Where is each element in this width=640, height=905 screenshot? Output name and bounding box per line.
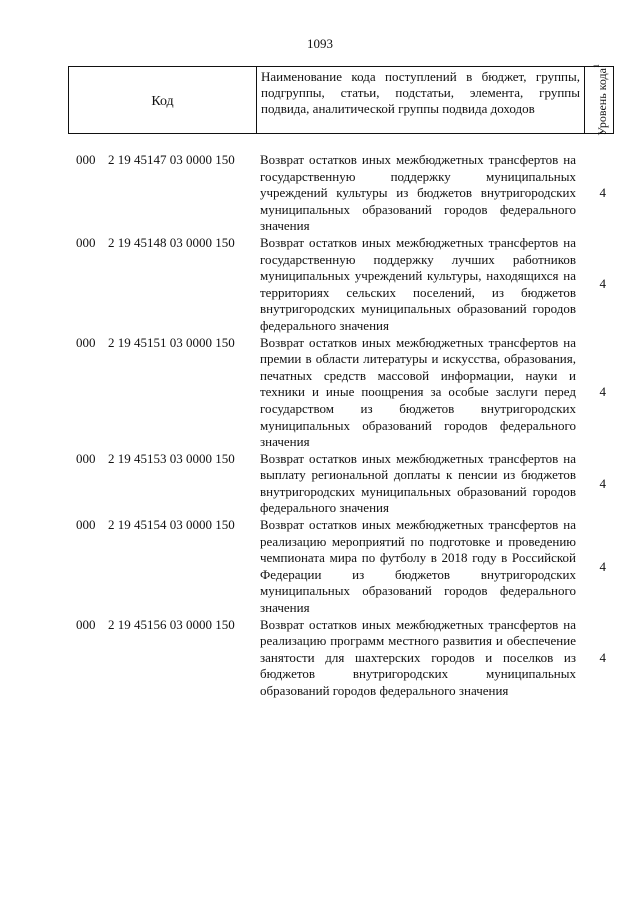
- row-level: 4: [599, 649, 606, 665]
- header-level-text: Уровень кода: [594, 68, 609, 136]
- row-prefix: 000: [76, 152, 96, 167]
- row-code: 2 19 45153 03 0000 150: [108, 450, 235, 466]
- table-row: [68, 517, 614, 617]
- row-name: Возврат остатков иных межбюджетных трансфертов на государственную поддержку муниципальных учреждений культуры из бюджетов внутригородских муниципальных образований городов федерального значения: [260, 152, 576, 234]
- page-number: 1093: [307, 36, 333, 51]
- header-level-label: [590, 64, 609, 136]
- header-level-footnote: 1: [591, 64, 601, 69]
- row-name: Возврат остатков иных межбюджетных трансфертов на выплату региональной доплаты к пенсии из бюджетов внутригородских муниципальных образований городов федерального значения: [260, 450, 576, 516]
- row-name: Возврат остатков иных межбюджетных трансфертов на премии в области литературы и искусства, образования, печатных средств массовой информации, науки и техники и иные поощрения за особые заслуги перед государством из бюджетов внутригородских муниципальных образований городов федерального значения: [260, 334, 576, 450]
- header-name: Наименование кода поступлений в бюджет, группы, подгруппы, статьи, подстатьи, элемента, группы подвида, аналитической группы подвида доходов: [257, 67, 585, 133]
- row-code: 2 19 45148 03 0000 150: [108, 234, 235, 250]
- row-level: 4: [599, 384, 606, 400]
- row-level: 4: [599, 185, 606, 201]
- row-level: 4: [599, 475, 606, 491]
- row-prefix: 000: [76, 616, 96, 632]
- row-code: 2 19 45156 03 0000 150: [108, 616, 235, 632]
- row-name: Возврат остатков иных межбюджетных трансфертов на государственную поддержку лучших работников муниципальных учреждений культуры, находящихся на территориях сельских поселений, из бюджетов внутригородских муниципальных образований городов федерального значения: [260, 234, 576, 333]
- row-code: 2 19 45151 03 0000 150: [108, 334, 235, 350]
- table-body: [68, 152, 614, 700]
- table-row: [68, 451, 614, 517]
- table-header: [68, 66, 614, 134]
- row-prefix: 000: [76, 450, 96, 466]
- row-name: Возврат остатков иных межбюджетных трансфертов на реализацию программ местного развития и обеспечение занятости для шахтерских городов и поселков из бюджетов внутригородских муниципальных образований городов федерального значения: [260, 616, 576, 698]
- row-level: 4: [599, 558, 606, 574]
- row-prefix: 000: [76, 334, 96, 350]
- header-level: [585, 64, 613, 136]
- row-prefix: 000: [76, 234, 96, 250]
- row-name: Возврат остатков иных межбюджетных трансфертов на реализацию мероприятий по подготовке и проведению чемпионата мира по футболу в 2018 году в Российской Федерации из бюджетов внутригородских муниципальных образований городов федерального значения: [260, 517, 576, 616]
- table-row: [68, 152, 614, 235]
- header-code: Код: [69, 67, 257, 133]
- row-prefix: 000: [76, 517, 96, 533]
- table-row: [68, 235, 614, 335]
- row-code: 2 19 45147 03 0000 150: [108, 152, 235, 167]
- table-row: [68, 335, 614, 451]
- row-level: 4: [599, 276, 606, 292]
- table-row: [68, 617, 614, 700]
- row-code: 2 19 45154 03 0000 150: [108, 517, 235, 533]
